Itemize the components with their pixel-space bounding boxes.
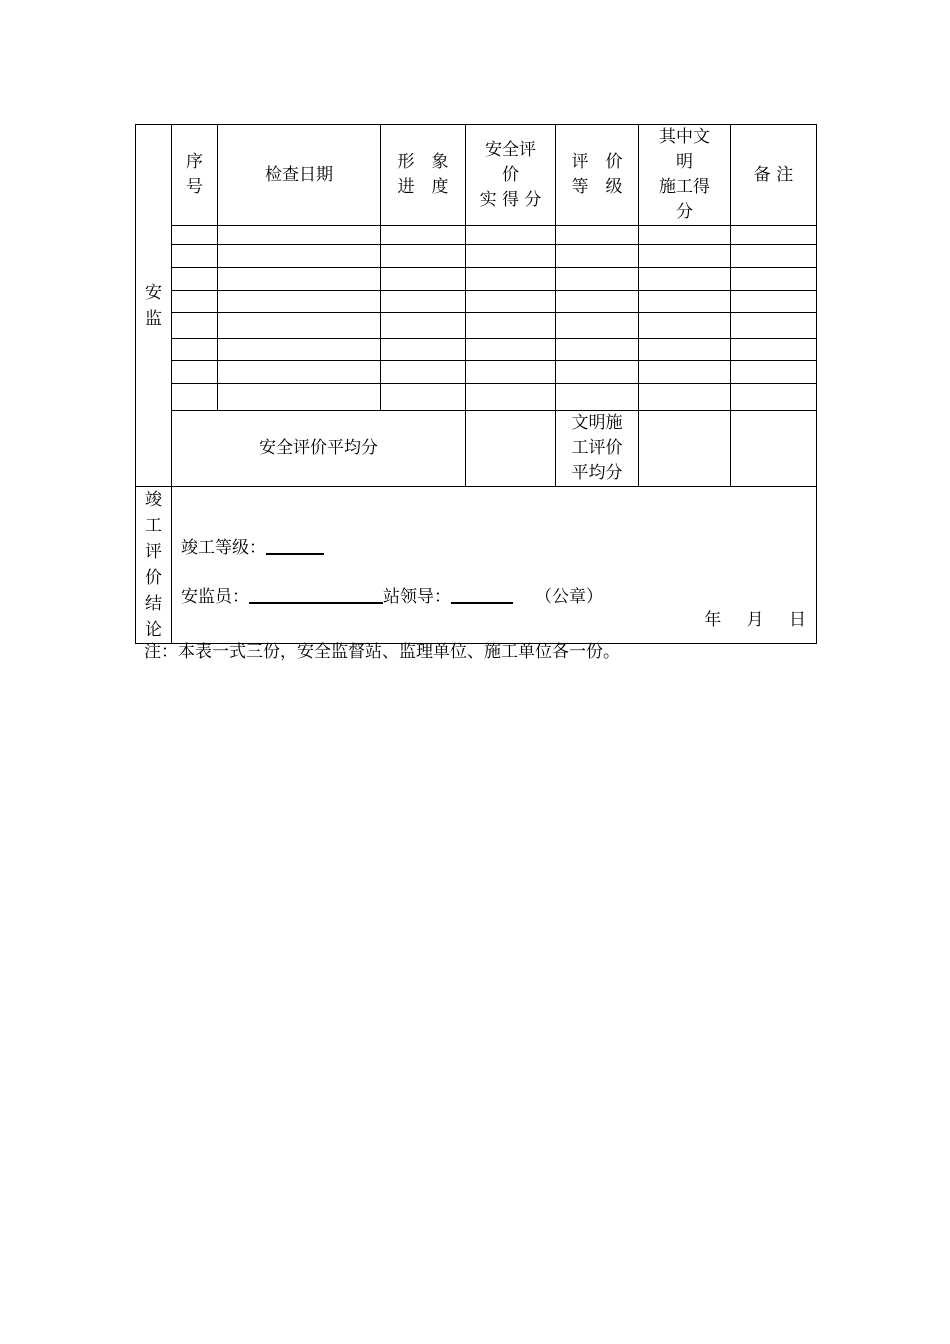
header-civil-score: 其中文 明 施工得 分: [639, 125, 731, 226]
cell[interactable]: [731, 339, 817, 361]
date-line: 年 月 日: [704, 610, 806, 630]
cell[interactable]: [639, 226, 731, 245]
cell[interactable]: [172, 361, 218, 384]
cell[interactable]: [466, 313, 556, 339]
cell[interactable]: [218, 313, 381, 339]
cell[interactable]: [466, 268, 556, 291]
cell[interactable]: [381, 339, 466, 361]
header-safety-score: 安全评 价 实 得 分: [466, 125, 556, 226]
leader-blank[interactable]: [451, 584, 513, 604]
cell[interactable]: [218, 268, 381, 291]
cell[interactable]: [639, 268, 731, 291]
cell[interactable]: [218, 384, 381, 411]
cell[interactable]: [172, 226, 218, 245]
cell[interactable]: [218, 339, 381, 361]
cell[interactable]: [731, 268, 817, 291]
cell[interactable]: [556, 291, 639, 313]
table-row: [136, 339, 817, 361]
cell[interactable]: [639, 339, 731, 361]
cell[interactable]: [731, 291, 817, 313]
cell[interactable]: [731, 226, 817, 245]
cell[interactable]: [639, 361, 731, 384]
safety-average-label: 安全评价平均分: [172, 411, 466, 487]
seal-label: （公章）: [535, 587, 603, 607]
cell[interactable]: [172, 384, 218, 411]
cell[interactable]: [381, 245, 466, 268]
conclusion-cell: [172, 487, 817, 644]
inspector-blank[interactable]: [249, 584, 383, 604]
table-row: [136, 226, 817, 245]
summary-remark[interactable]: [731, 411, 817, 487]
cell[interactable]: [466, 384, 556, 411]
table-row: [136, 384, 817, 411]
cell[interactable]: [466, 339, 556, 361]
cell[interactable]: [172, 313, 218, 339]
table-row: [136, 245, 817, 268]
cell[interactable]: [381, 226, 466, 245]
header-remark: 备 注: [731, 125, 817, 226]
cell[interactable]: [172, 245, 218, 268]
civil-average-label: 文明施 工评价 平均分: [556, 411, 639, 487]
table-row: [136, 291, 817, 313]
footnote: 注：本表一式三份，安全监督站、监理单位、施工单位各一份。: [144, 642, 620, 662]
cell[interactable]: [731, 245, 817, 268]
cell[interactable]: [731, 384, 817, 411]
table-row: [136, 313, 817, 339]
civil-average-value[interactable]: [639, 411, 731, 487]
cell[interactable]: [731, 313, 817, 339]
cell[interactable]: [466, 361, 556, 384]
signature-line: 安监员： 站领导： （公章）: [181, 584, 603, 610]
cell[interactable]: [218, 291, 381, 313]
header-progress: 形 象 进 度: [381, 125, 466, 226]
section-safety-label: 安 监: [136, 125, 172, 487]
cell[interactable]: [639, 245, 731, 268]
cell[interactable]: [381, 361, 466, 384]
cell[interactable]: [218, 245, 381, 268]
conclusion-row: [136, 487, 817, 644]
grade-blank[interactable]: [266, 535, 324, 555]
cell[interactable]: [556, 268, 639, 291]
cell[interactable]: [381, 268, 466, 291]
cell[interactable]: [731, 361, 817, 384]
header-grade: 评 价 等 级: [556, 125, 639, 226]
cell[interactable]: [381, 384, 466, 411]
safety-evaluation-table: [135, 124, 817, 644]
cell[interactable]: [556, 339, 639, 361]
table-row: [136, 361, 817, 384]
section-conclusion-label: 竣 工 评 价 结 论: [136, 487, 172, 644]
summary-row: [136, 411, 817, 487]
cell[interactable]: [218, 361, 381, 384]
safety-average-value[interactable]: [466, 411, 556, 487]
cell[interactable]: [381, 313, 466, 339]
cell[interactable]: [556, 313, 639, 339]
cell[interactable]: [556, 226, 639, 245]
cell[interactable]: [466, 245, 556, 268]
cell[interactable]: [556, 361, 639, 384]
cell[interactable]: [556, 384, 639, 411]
table-row: [136, 268, 817, 291]
cell[interactable]: [556, 245, 639, 268]
header-seq: 序 号: [172, 125, 218, 226]
cell[interactable]: [381, 291, 466, 313]
cell[interactable]: [639, 313, 731, 339]
cell[interactable]: [466, 291, 556, 313]
cell[interactable]: [172, 339, 218, 361]
grade-line: 竣工等级：: [181, 535, 324, 561]
header-row: [136, 125, 817, 226]
cell[interactable]: [639, 291, 731, 313]
header-date: 检查日期: [218, 125, 381, 226]
cell[interactable]: [639, 384, 731, 411]
cell[interactable]: [172, 268, 218, 291]
cell[interactable]: [218, 226, 381, 245]
cell[interactable]: [466, 226, 556, 245]
cell[interactable]: [172, 291, 218, 313]
